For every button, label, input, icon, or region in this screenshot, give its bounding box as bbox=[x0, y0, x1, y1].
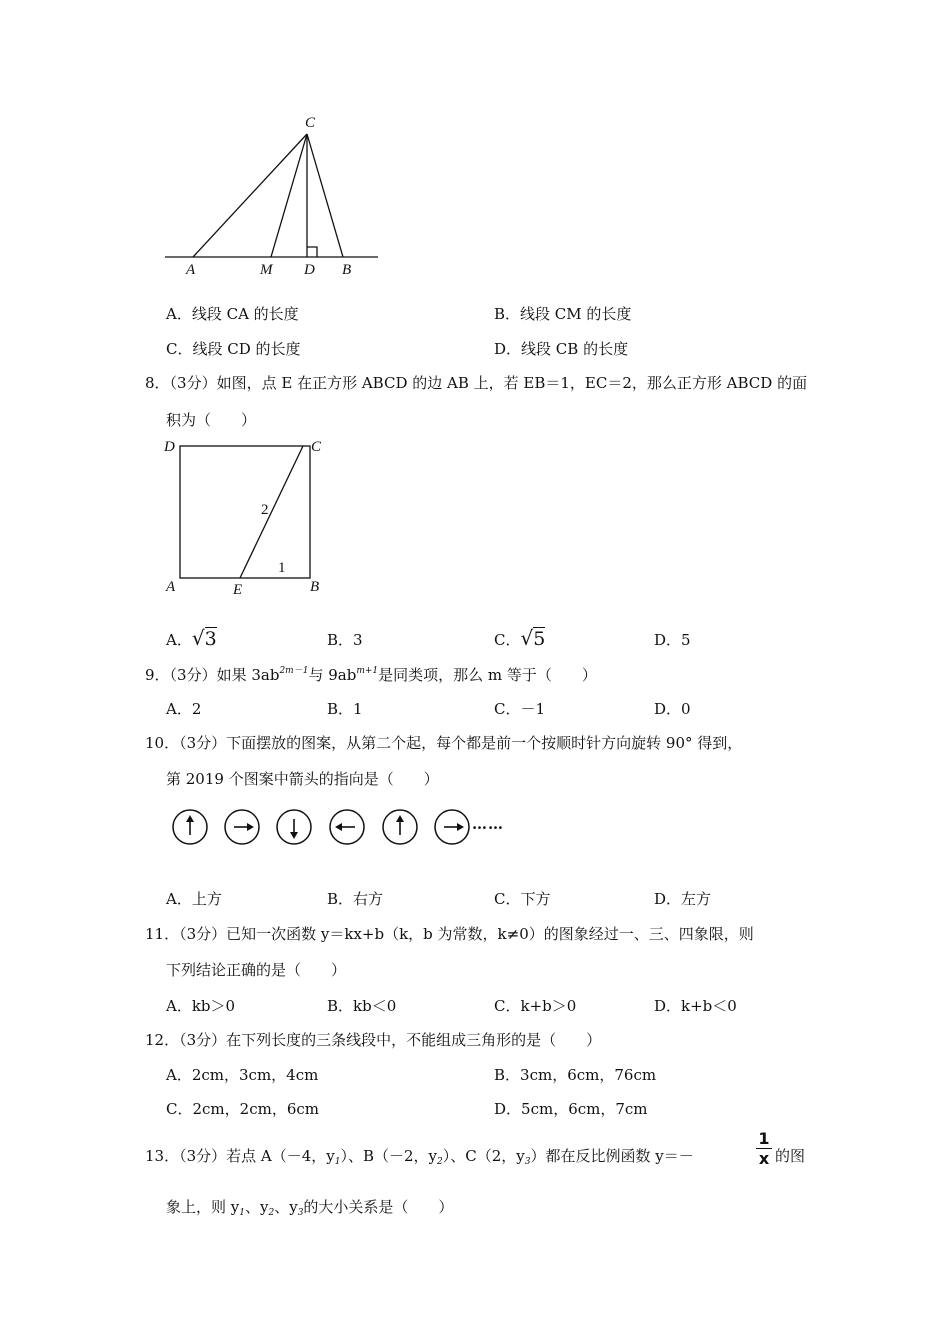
arrow-circle-up bbox=[383, 810, 417, 844]
q11-stem-line1: 11．（3分）已知一次函数 y＝kx+b（k，b 为常数，k≠0）的图象经过一、三、四象限，则 bbox=[145, 925, 754, 943]
arrow-up-icon bbox=[396, 815, 404, 835]
q10-option-a: A．上方 bbox=[166, 890, 222, 908]
q9-option-b: B．1 bbox=[327, 700, 363, 718]
q11-option-b: B．kb＜0 bbox=[327, 997, 397, 1015]
q11-option-a: A．kb＞0 bbox=[166, 997, 236, 1015]
label-b: B bbox=[342, 262, 352, 278]
q13-fraction bbox=[756, 1130, 772, 1169]
label-d: D bbox=[304, 262, 315, 278]
label-c: C bbox=[305, 115, 316, 131]
fraction-numerator: 1 bbox=[756, 1130, 772, 1149]
arrow-circle-up bbox=[173, 810, 207, 844]
q12-stem: 12．（3分）在下列长度的三条线段中，不能组成三角形的是（ ） bbox=[145, 1031, 602, 1049]
q12-option-a: A．2cm，3cm，4cm bbox=[166, 1066, 319, 1084]
arrow-right-icon bbox=[444, 823, 464, 831]
q7-option-c: C．线段 CD 的长度 bbox=[166, 340, 301, 358]
q8-stem-line1: 8．（3分）如图，点 E 在正方形 ABCD 的边 AB 上，若 EB＝1，EC＝2，那么正方形 ABCD 的面 bbox=[145, 374, 808, 392]
q7-option-b: B．线段 CM 的长度 bbox=[494, 305, 632, 323]
arrow-circle-right bbox=[225, 810, 259, 844]
label-c: C bbox=[311, 439, 322, 455]
q9-stem: 9．（3分）如果 $3ab^{2m-1}$与 $9ab^{m+1}$是同类项，那么 m 等于（ ） bbox=[145, 666, 597, 684]
arrow-down-icon bbox=[290, 819, 298, 839]
q7-option-a: A．线段 CA 的长度 bbox=[166, 305, 299, 323]
q13-stem-line2: 象上，则 $y_1$、$y_2$、$y_3$的大小关系是（ ） bbox=[166, 1198, 454, 1218]
q10-option-b: B．右方 bbox=[327, 890, 384, 908]
label-a: A bbox=[186, 262, 196, 278]
label-e: E bbox=[233, 582, 243, 598]
arrow-circle-down bbox=[277, 810, 311, 844]
fraction-denominator: x bbox=[758, 1149, 770, 1168]
arrow-up-icon bbox=[186, 815, 194, 835]
q13-stem-line1-end: 的图 bbox=[775, 1147, 806, 1165]
arrow-right-icon bbox=[234, 823, 254, 831]
q10-ellipsis: …… bbox=[472, 815, 504, 833]
q11-option-c: C．k+b＞0 bbox=[494, 997, 577, 1015]
q9-option-d: D．0 bbox=[654, 700, 691, 718]
sqrt-symbol: √3 bbox=[191, 626, 217, 650]
label-a: A bbox=[166, 579, 176, 595]
sqrt-symbol: √5 bbox=[520, 626, 546, 650]
q10-option-d: D．左方 bbox=[654, 890, 712, 908]
q13-stem-line1: 13．（3分）若点 A（－4，$y_1$）、B（－2，$y_2$）、C（2，$y_3$）都在反比例函数 y＝－ bbox=[145, 1147, 694, 1167]
q12-option-b: B．3cm，6cm，76cm bbox=[494, 1066, 657, 1084]
q10-stem-line2: 第 2019 个图案中箭头的指向是（ ） bbox=[166, 770, 439, 788]
arrow-circle-right bbox=[435, 810, 469, 844]
q9-option-c: C．－1 bbox=[494, 700, 546, 718]
label-b: B bbox=[310, 579, 320, 595]
q8-figure bbox=[160, 436, 340, 596]
q11-stem-line2: 下列结论正确的是（ ） bbox=[166, 961, 347, 979]
q8-option-c: C．√5 bbox=[494, 626, 546, 650]
q12-option-d: D．5cm，6cm，7cm bbox=[494, 1100, 648, 1118]
arrow-left-icon bbox=[335, 823, 355, 831]
q8-stem-line2: 积为（ ） bbox=[166, 411, 257, 429]
label-ec-length: 2 bbox=[261, 502, 269, 518]
q10-stem-line1: 10．（3分）下面摆放的图案，从第二个起，每个都是前一个按顺时针方向旋转 90° 得到， bbox=[145, 734, 743, 752]
q8-option-d: D．5 bbox=[654, 631, 691, 649]
q7-figure bbox=[160, 110, 400, 280]
label-m: M bbox=[260, 262, 273, 278]
q11-option-d: D．k+b＜0 bbox=[654, 997, 737, 1015]
q7-option-d: D．线段 CB 的长度 bbox=[494, 340, 629, 358]
q10-option-c: C．下方 bbox=[494, 890, 551, 908]
label-eb-length: 1 bbox=[278, 560, 286, 576]
q9-option-a: A．2 bbox=[166, 700, 202, 718]
label-d: D bbox=[164, 439, 175, 455]
arrow-circle-left bbox=[330, 810, 364, 844]
q8-option-b: B．3 bbox=[327, 631, 363, 649]
q12-option-c: C．2cm，2cm，6cm bbox=[166, 1100, 319, 1118]
q8-option-a: A．√3 bbox=[166, 626, 217, 650]
